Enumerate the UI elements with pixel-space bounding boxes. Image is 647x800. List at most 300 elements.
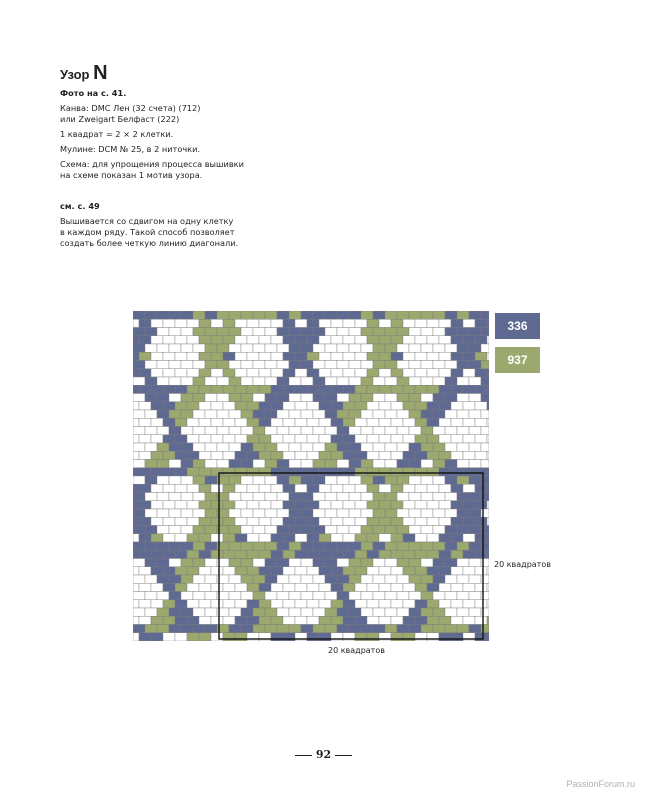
stitch-cell — [469, 410, 481, 418]
scheme-line-2: на схеме показан 1 мотив узора. — [60, 170, 203, 180]
stitch-cell — [223, 501, 235, 509]
stitch-cell — [133, 319, 139, 327]
stitch-cell — [265, 509, 277, 517]
stitch-cell — [295, 369, 307, 377]
stitch-cell — [187, 484, 199, 492]
stitch-cell — [301, 592, 313, 600]
stitch-cell — [181, 476, 193, 484]
stitch-cell — [163, 402, 175, 410]
stitch-cell — [145, 592, 157, 600]
stitch-cell — [445, 460, 457, 468]
stitch-cell — [235, 369, 247, 377]
note-line-3: создать более четкую линию диагонали. — [60, 238, 239, 248]
stitch-cell — [343, 616, 355, 624]
stitch-cell — [457, 476, 469, 484]
stitch-cell — [199, 336, 211, 344]
stitch-cell — [151, 336, 163, 344]
stitch-cell — [259, 616, 271, 624]
stitch-cell — [217, 394, 229, 402]
stitch-cell — [301, 328, 313, 336]
stitch-cell — [259, 468, 271, 476]
stitch-cell — [133, 344, 145, 352]
stitch-cell — [133, 559, 145, 567]
stitch-cell — [205, 394, 217, 402]
stitch-cell — [463, 534, 475, 542]
stitch-cell — [313, 311, 325, 319]
stitch-cell — [409, 377, 421, 385]
stitch-cell — [427, 385, 439, 393]
stitch-cell — [139, 633, 151, 641]
stitch-cell — [271, 534, 283, 542]
stitch-cell — [337, 377, 349, 385]
stitch-cell — [205, 559, 217, 567]
stitch-cell — [481, 559, 489, 567]
stitch-cell — [271, 385, 283, 393]
stitch-cell — [193, 344, 205, 352]
stitch-cell — [247, 468, 259, 476]
canvas-info — [60, 103, 320, 125]
stitch-cell — [439, 418, 451, 426]
stitch-cell — [307, 534, 319, 542]
stitch-cell — [307, 402, 319, 410]
stitch-cell — [277, 575, 289, 583]
stitch-cell — [295, 418, 307, 426]
stitch-cell — [349, 410, 361, 418]
stitch-cell — [253, 361, 265, 369]
stitch-cell — [187, 501, 199, 509]
footer-rule-left — [295, 755, 312, 756]
stitch-cell — [421, 625, 433, 633]
stitch-cell — [379, 501, 391, 509]
stitch-cell — [235, 616, 247, 624]
stitch-cell — [307, 484, 319, 492]
stitch-cell — [337, 476, 349, 484]
stitch-cell — [151, 600, 163, 608]
stitch-cell — [379, 600, 391, 608]
stitch-cell — [205, 493, 217, 501]
stitch-cell — [481, 509, 489, 517]
stitch-cell — [145, 542, 157, 550]
stitch-cell — [475, 567, 487, 575]
stitch-cell — [157, 542, 169, 550]
stitch-cell — [325, 344, 337, 352]
stitch-cell — [343, 633, 355, 641]
stitch-cell — [487, 600, 489, 608]
stitch-cell — [373, 361, 385, 369]
stitch-cell — [151, 484, 163, 492]
stitch-cell — [367, 567, 379, 575]
stitch-cell — [481, 542, 489, 550]
stitch-cell — [139, 517, 151, 525]
stitch-cell — [271, 616, 283, 624]
stitch-cell — [169, 344, 181, 352]
stitch-cell — [295, 517, 307, 525]
stitch-cell — [367, 319, 379, 327]
stitch-cell — [187, 550, 199, 558]
stitch-cell — [229, 344, 241, 352]
label-20-squares-right: 20 квадратов — [494, 560, 551, 569]
stitch-cell — [199, 385, 211, 393]
stitch-cell — [199, 352, 211, 360]
stitch-cell — [217, 410, 229, 418]
stitch-cell — [337, 575, 349, 583]
stitch-cell — [163, 600, 175, 608]
stitch-cell — [313, 608, 325, 616]
stitch-cell — [349, 460, 361, 468]
stitch-cell — [181, 427, 193, 435]
stitch-cell — [343, 567, 355, 575]
stitch-cell — [421, 394, 433, 402]
stitch-cell — [409, 608, 421, 616]
stitch-cell — [223, 385, 235, 393]
stitch-cell — [139, 468, 151, 476]
stitch-cell — [481, 361, 489, 369]
stitch-cell — [445, 493, 457, 501]
stitch-cell — [259, 435, 271, 443]
stitch-cell — [331, 319, 343, 327]
stitch-cell — [235, 435, 247, 443]
stitch-cell — [247, 616, 259, 624]
stitch-cell — [439, 385, 451, 393]
stitch-cell — [271, 369, 283, 377]
stitch-cell — [151, 534, 163, 542]
stitch-cell — [427, 550, 439, 558]
stitch-cell — [463, 402, 475, 410]
stitch-cell — [475, 402, 487, 410]
stitch-cell — [175, 418, 187, 426]
stitch-cell — [133, 583, 139, 591]
stitch-cell — [469, 542, 481, 550]
stitch-cell — [133, 526, 145, 534]
stitch-cell — [157, 344, 169, 352]
stitch-cell — [487, 550, 489, 558]
stitch-cell — [151, 402, 163, 410]
stitch-cell — [355, 567, 367, 575]
stitch-cell — [163, 633, 175, 641]
stitch-cell — [427, 501, 439, 509]
stitch-cell — [235, 468, 247, 476]
stitch-cell — [313, 460, 325, 468]
stitch-cell — [397, 493, 409, 501]
stitch-cell — [319, 468, 331, 476]
page-footer — [0, 748, 647, 761]
stitch-cell — [139, 336, 151, 344]
stitch-cell — [181, 592, 193, 600]
stitch-cell — [445, 608, 457, 616]
stitch-cell — [415, 319, 427, 327]
stitch-cell — [193, 608, 205, 616]
stitch-cell — [457, 542, 469, 550]
stitch-cell — [313, 377, 325, 385]
stitch-cell — [235, 550, 247, 558]
stitch-cell — [415, 352, 427, 360]
stitch-cell — [487, 567, 489, 575]
stitch-cell — [241, 526, 253, 534]
stitch-cell — [307, 633, 319, 641]
stitch-cell — [487, 336, 489, 344]
stitch-cell — [331, 583, 343, 591]
stitch-cell — [385, 509, 397, 517]
stitch-cell — [451, 319, 463, 327]
stitch-cell — [379, 517, 391, 525]
stitch-cell — [289, 328, 301, 336]
stitch-cell — [373, 542, 385, 550]
stitch-cell — [145, 394, 157, 402]
stitch-cell — [169, 493, 181, 501]
stitch-cell — [211, 484, 223, 492]
stitch-cell — [151, 501, 163, 509]
stitch-cell — [223, 550, 235, 558]
stitch-cell — [301, 361, 313, 369]
stitch-cell — [415, 633, 427, 641]
stitch-cell — [295, 616, 307, 624]
stitch-cell — [169, 592, 181, 600]
stitch-cell — [157, 559, 169, 567]
stitch-cell — [331, 616, 343, 624]
stitch-cell — [373, 460, 385, 468]
stitch-cell — [271, 583, 283, 591]
stitch-cell — [241, 493, 253, 501]
stitch-cell — [139, 550, 151, 558]
stitch-cell — [373, 575, 385, 583]
stitch-cell — [193, 476, 205, 484]
stitch-cell — [151, 319, 163, 327]
stitch-cell — [187, 369, 199, 377]
stitch-cell — [433, 394, 445, 402]
stitch-cell — [247, 600, 259, 608]
stitch-cell — [487, 501, 489, 509]
stitch-cell — [427, 517, 439, 525]
stitch-cell — [337, 311, 349, 319]
stitch-cell — [457, 575, 469, 583]
stitch-cell — [367, 600, 379, 608]
stitch-cell — [397, 526, 409, 534]
stitch-cell — [475, 534, 487, 542]
stitch-cell — [133, 410, 145, 418]
stitch-cell — [211, 600, 223, 608]
stitch-cell — [319, 534, 331, 542]
stitch-cell — [211, 501, 223, 509]
stitch-cell — [211, 583, 223, 591]
stitch-cell — [457, 344, 469, 352]
stitch-cell — [253, 592, 265, 600]
stitch-cell — [307, 616, 319, 624]
stitch-cell — [397, 410, 409, 418]
stitch-cell — [487, 468, 489, 476]
stitch-cell — [133, 534, 139, 542]
stitch-cell — [385, 493, 397, 501]
stitch-cell — [391, 435, 403, 443]
stitch-cell — [349, 625, 361, 633]
stitch-cell — [421, 410, 433, 418]
stitch-cell — [403, 517, 415, 525]
stitch-cell — [187, 402, 199, 410]
stitch-cell — [163, 517, 175, 525]
stitch-cell — [253, 625, 265, 633]
scheme-info — [60, 159, 320, 181]
stitch-cell — [271, 567, 283, 575]
stitch-cell — [481, 625, 489, 633]
stitch-cell — [325, 328, 337, 336]
stitch-cell — [331, 517, 343, 525]
stitch-cell — [379, 534, 391, 542]
stitch-cell — [289, 344, 301, 352]
stitch-cell — [187, 336, 199, 344]
stitch-cell — [445, 559, 457, 567]
stitch-cell — [193, 361, 205, 369]
stitch-cell — [325, 427, 337, 435]
stitch-cell — [379, 550, 391, 558]
stitch-cell — [349, 526, 361, 534]
stitch-cell — [205, 427, 217, 435]
stitch-cell — [223, 418, 235, 426]
stitch-cell — [295, 468, 307, 476]
stitch-cell — [193, 377, 205, 385]
stitch-cell — [181, 509, 193, 517]
stitch-cell — [283, 369, 295, 377]
stitch-cell — [337, 344, 349, 352]
stitch-cell — [385, 526, 397, 534]
stitch-cell — [337, 410, 349, 418]
stitch-cell — [427, 534, 439, 542]
stitch-cell — [463, 435, 475, 443]
stitch-cell — [349, 575, 361, 583]
stitch-cell — [469, 575, 481, 583]
stitch-cell — [319, 616, 331, 624]
stitch-cell — [379, 418, 391, 426]
stitch-cell — [139, 484, 151, 492]
stitch-cell — [415, 468, 427, 476]
stitch-cell — [469, 377, 481, 385]
stitch-cell — [481, 592, 489, 600]
stitch-cell — [289, 460, 301, 468]
stitch-cell — [223, 484, 235, 492]
stitch-cell — [361, 394, 373, 402]
stitch-cell — [385, 377, 397, 385]
stitch-cell — [235, 633, 247, 641]
stitch-cell — [157, 592, 169, 600]
stitch-cell — [169, 410, 181, 418]
stitch-cell — [367, 517, 379, 525]
stitch-cell — [307, 501, 319, 509]
stitch-cell — [475, 501, 487, 509]
stitch-cell — [259, 451, 271, 459]
stitch-cell — [211, 418, 223, 426]
stitch-cell — [457, 493, 469, 501]
stitch-cell — [445, 575, 457, 583]
stitch-cell — [361, 559, 373, 567]
stitch-cell — [487, 385, 489, 393]
stitch-cell — [259, 534, 271, 542]
stitch-cell — [181, 460, 193, 468]
stitch-cell — [361, 311, 373, 319]
stitch-cell — [469, 311, 481, 319]
stitch-cell — [475, 435, 487, 443]
stitch-cell — [325, 592, 337, 600]
note-line-2: в каждом ряду. Такой способ позволяет — [60, 227, 235, 237]
stitch-cell — [439, 319, 451, 327]
stitch-cell — [151, 567, 163, 575]
stitch-cell — [163, 583, 175, 591]
stitch-cell — [331, 369, 343, 377]
stitch-cell — [241, 410, 253, 418]
stitch-cell — [469, 328, 481, 336]
stitch-cell — [223, 616, 235, 624]
stitch-cell — [199, 501, 211, 509]
stitch-cell — [445, 377, 457, 385]
stitch-cell — [427, 583, 439, 591]
stitch-cell — [307, 319, 319, 327]
stitch-cell — [397, 311, 409, 319]
stitch-cell — [391, 336, 403, 344]
stitch-cell — [235, 583, 247, 591]
stitch-cell — [139, 369, 151, 377]
stitch-cell — [277, 377, 289, 385]
stitch-cell — [223, 352, 235, 360]
stitch-cell — [475, 369, 487, 377]
stitch-cell — [313, 592, 325, 600]
stitch-cell — [241, 328, 253, 336]
stitch-cell — [475, 451, 487, 459]
stitch-cell — [271, 517, 283, 525]
stitch-cell — [457, 311, 469, 319]
stitch-cell — [439, 484, 451, 492]
stitch-cell — [331, 451, 343, 459]
stitch-cell — [211, 517, 223, 525]
stitch-cell — [343, 534, 355, 542]
stitch-cell — [169, 575, 181, 583]
stitch-cell — [337, 592, 349, 600]
stitch-cell — [427, 567, 439, 575]
stitch-cell — [463, 517, 475, 525]
stitch-cell — [181, 443, 193, 451]
stitch-cell — [283, 633, 295, 641]
stitch-cell — [295, 435, 307, 443]
stitch-cell — [247, 517, 259, 525]
stitch-cell — [355, 319, 367, 327]
stitch-cell — [277, 592, 289, 600]
stitch-cell — [445, 394, 457, 402]
stitch-cell — [355, 336, 367, 344]
stitch-cell — [439, 501, 451, 509]
stitch-cell — [433, 443, 445, 451]
stitch-cell — [439, 534, 451, 542]
stitch-cell — [313, 542, 325, 550]
stitch-cell — [295, 633, 307, 641]
stitch-cell — [433, 476, 445, 484]
stitch-cell — [451, 451, 463, 459]
stitch-cell — [133, 493, 145, 501]
stitch-cell — [433, 625, 445, 633]
stitch-cell — [301, 625, 313, 633]
stitch-cell — [385, 575, 397, 583]
stitch-cell — [451, 534, 463, 542]
stitch-cell — [439, 402, 451, 410]
stitch-cell — [157, 377, 169, 385]
stitch-cell — [481, 311, 489, 319]
stitch-cell — [391, 600, 403, 608]
stitch-cell — [445, 328, 457, 336]
stitch-cell — [355, 583, 367, 591]
stitch-cell — [343, 369, 355, 377]
stitch-cell — [211, 385, 223, 393]
stitch-cell — [451, 600, 463, 608]
stitch-cell — [343, 402, 355, 410]
stitch-cell — [193, 311, 205, 319]
stitch-cell — [133, 418, 139, 426]
stitch-cell — [373, 311, 385, 319]
stitch-cell — [313, 493, 325, 501]
